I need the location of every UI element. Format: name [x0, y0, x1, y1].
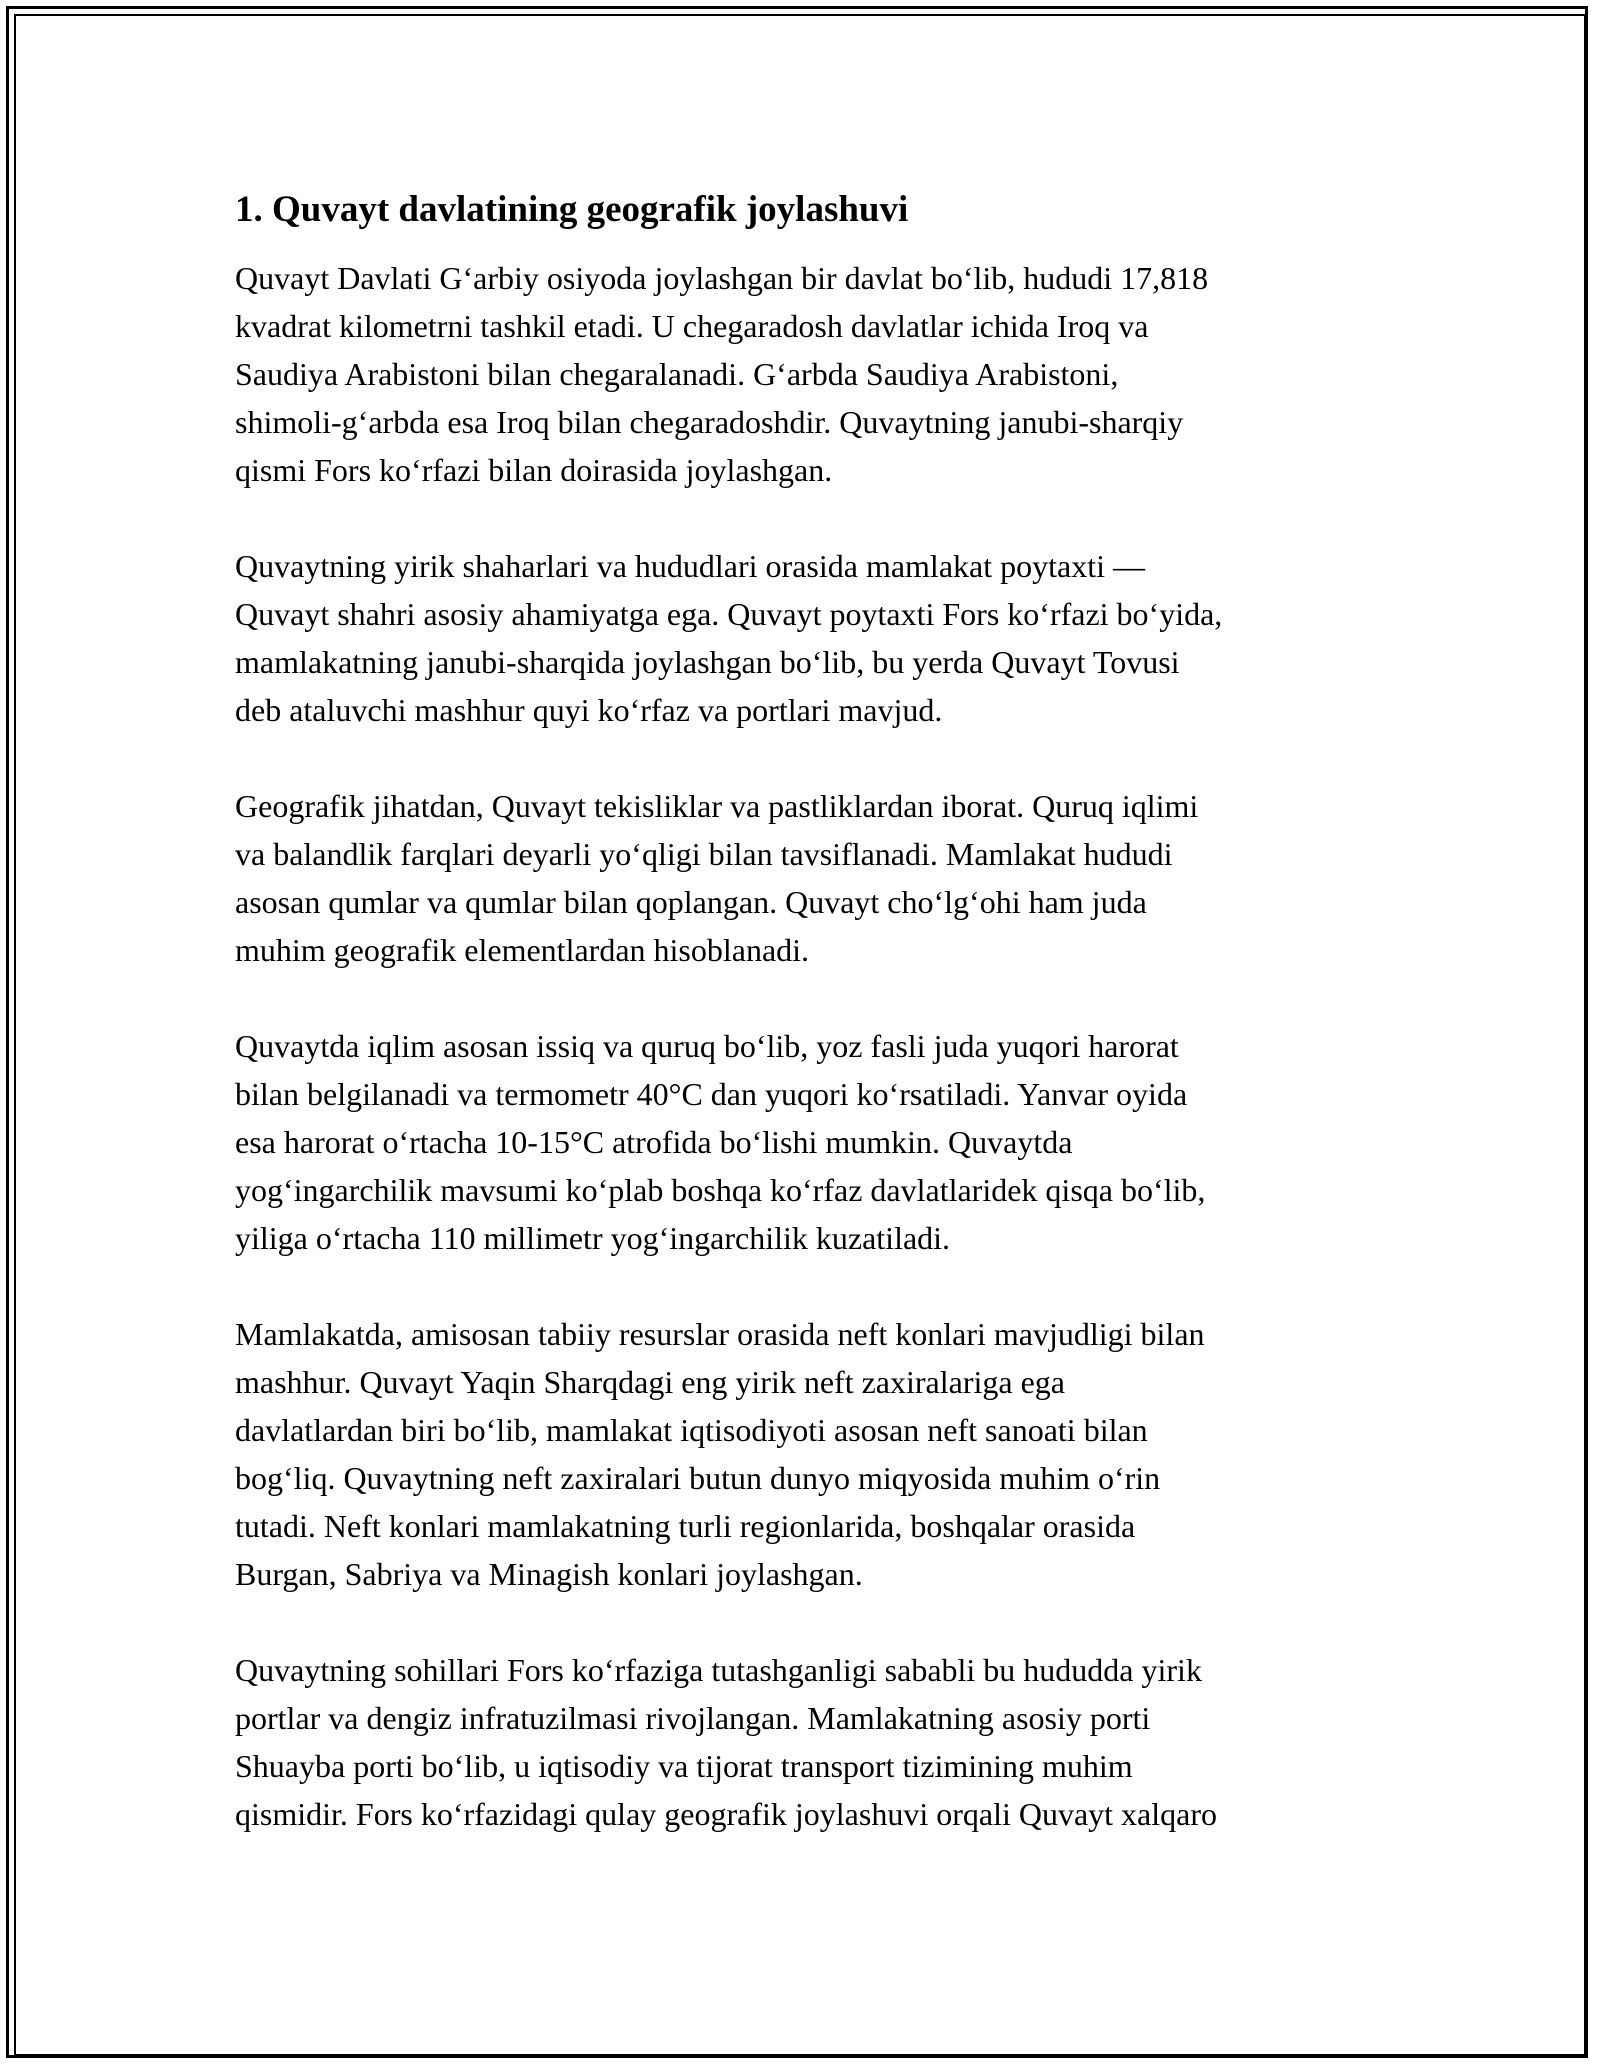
paragraph-line: qismi Fors ko‘rfazi bilan doirasida joylashgan. [235, 452, 833, 488]
paragraph-line: Quvayt Davlati G‘arbiy osiyoda joylashgan bir davlat bo‘lib, hududi 17,818 [235, 260, 1209, 296]
paragraph-line: Quvaytning sohillari Fors ko‘rfaziga tutashganligi sababli bu hududda yirik [235, 1652, 1202, 1688]
paragraph-line: davlatlardan biri bo‘lib, mamlakat iqtisodiyoti asosan neft sanoati bilan [235, 1412, 1148, 1448]
paragraph-line: yog‘ingarchilik mavsumi ko‘plab boshqa ko‘rfaz davlatlaridek qisqa bo‘lib, [235, 1172, 1206, 1208]
paragraph-line: esa harorat o‘rtacha 10-15°C atrofida bo‘lishi mumkin. Quvaytda [235, 1124, 1073, 1160]
document-body [235, 186, 1385, 1838]
paragraph-line: portlar va dengiz infratuzilmasi rivojlangan. Mamlakatning asosiy porti [235, 1700, 1151, 1736]
document-title: 1. Quvayt davlatining geografik joylashuvi [235, 189, 909, 230]
paragraph-line: Saudiya Arabistoni bilan chegaralanadi. G‘arbda Saudiya Arabistoni, [235, 356, 1119, 392]
paragraph-line: tutadi. Neft konlari mamlakatning turli regionlarida, boshqalar orasida [235, 1508, 1136, 1544]
paragraph-line: va balandlik farqlari deyarli yo‘qligi bilan tavsiflanadi. Mamlakat hududi [235, 836, 1173, 872]
paragraph-line: Shuayba porti bo‘lib, u iqtisodiy va tijorat transport tizimining muhim [235, 1748, 1133, 1784]
paragraph [235, 1310, 1385, 1598]
paragraph-line: muhim geografik elementlardan hisoblanadi. [235, 932, 810, 968]
paragraph [235, 1646, 1385, 1838]
paragraph [235, 542, 1385, 734]
paragraph-list [235, 254, 1385, 1838]
paragraph-line: kvadrat kilometrni tashkil etadi. U chegaradosh davlatlar ichida Iroq va [235, 308, 1149, 344]
paragraph [235, 782, 1385, 974]
paragraph [235, 254, 1385, 494]
paragraph-line: deb ataluvchi mashhur quyi ko‘rfaz va portlari mavjud. [235, 692, 943, 728]
paragraph-line: mamlakatning janubi-sharqida joylashgan bo‘lib, bu yerda Quvayt Tovusi [235, 644, 1180, 680]
paragraph-line: Quvaytda iqlim asosan issiq va quruq bo‘lib, yoz fasli juda yuqori harorat [235, 1028, 1179, 1064]
paragraph-line: Geografik jihatdan, Quvayt tekisliklar va pastliklardan iborat. Quruq iqlimi [235, 788, 1199, 824]
paragraph-line: yiliga o‘rtacha 110 millimetr yog‘ingarchilik kuzatiladi. [235, 1220, 951, 1256]
paragraph-line: asosan qumlar va qumlar bilan qoplangan. Quvayt cho‘lg‘ohi ham juda [235, 884, 1147, 920]
paragraph-line: qismidir. Fors ko‘rfazidagi qulay geografik joylashuvi orqali Quvayt xalqaro [235, 1796, 1217, 1832]
paragraph-line: bilan belgilanadi va termometr 40°C dan yuqori ko‘rsatiladi. Yanvar oyida [235, 1076, 1188, 1112]
paragraph [235, 1022, 1385, 1262]
paragraph-line: Burgan, Sabriya va Minagish konlari joylashgan. [235, 1556, 863, 1592]
paragraph-line: Quvaytning yirik shaharlari va hududlari orasida mamlakat poytaxti — [235, 548, 1145, 584]
paragraph-line: Mamlakatda, amisosan tabiiy resurslar orasida neft konlari mavjudligi bilan [235, 1316, 1205, 1352]
paragraph-line: bog‘liq. Quvaytning neft zaxiralari butun dunyo miqyosida muhim o‘rin [235, 1460, 1161, 1496]
paragraph-line: Quvayt shahri asosiy ahamiyatga ega. Quvayt poytaxti Fors ko‘rfazi bo‘yida, [235, 596, 1223, 632]
paragraph-line: shimoli-g‘arbda esa Iroq bilan chegaradoshdir. Quvaytning janubi-sharqiy [235, 404, 1184, 440]
paragraph-line: mashhur. Quvayt Yaqin Sharqdagi eng yirik neft zaxiralariga ega [235, 1364, 1065, 1400]
